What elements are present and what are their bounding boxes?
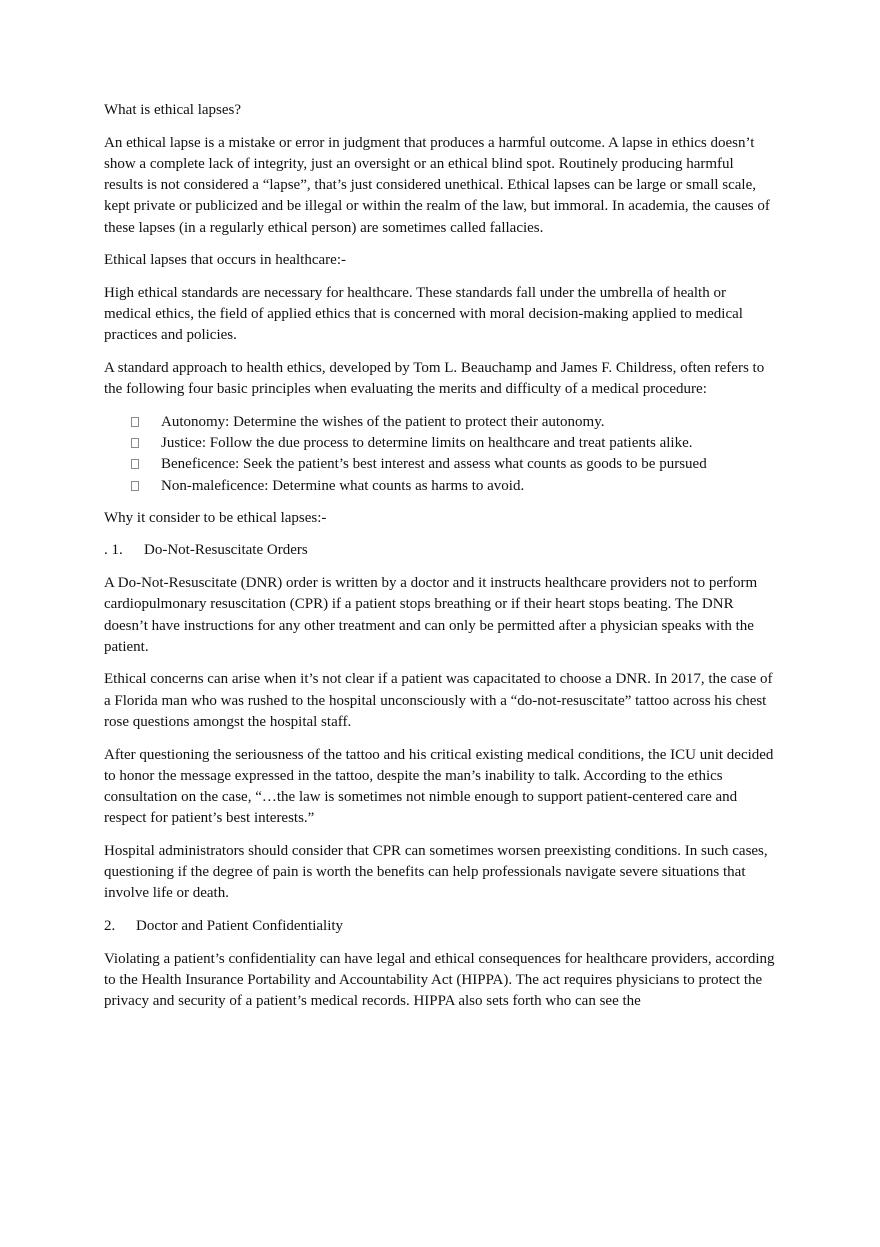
paragraph-dnr-concerns: Ethical concerns can arise when it’s not clear if a patient was capacitated to choose a DNR. In 2017, the case of a Florida man who was rushed to the hospital unconsciously with a “do-not-resuscitate” tattoo across his chest rose questions amongst the hospital staff. [104,671,773,730]
bullet-box-icon [131,438,139,448]
heading-ethical-lapses: What is ethical lapses? [104,102,242,118]
paragraph-icu-decision: After questioning the seriousness of the tattoo and his critical existing medical conditions, the ICU unit decided to honor the message expressed in the tattoo, despite the man’s inability to talk. According to the ethics consultation on the case, “…the law is sometimes not nimble enough to support patient-centered care and respect for patient’s best interests.” [104,746,774,827]
heading-healthcare-lapses: Ethical lapses that occurs in healthcare:- [104,252,346,269]
bullet-box-icon [131,481,139,491]
paragraph-definition: An ethical lapse is a mistake or error in judgment that produces a harmful outcome. A lapse in ethics doesn’t show a complete lack of integrity, just an oversight or an ethical blind spot. Routinely producing harmful results is not considered a “lapse”, that’s just considered unethical. Ethical lapses can be large or small scale, kept private or publicized and be illegal or within the realm of the law, but immoral. In academia, the causes of these lapses (in a regularly ethical person) are sometimes called fallacies. [104,134,770,236]
section-number: 2. [104,918,116,934]
list-item-text: Justice: Follow the due process to determine limits on healthcare and treat patients alike. [161,435,693,452]
section-title: Do-Not-Resuscitate Orders [144,542,308,559]
list-item-text: Non-maleficence: Determine what counts as harms to avoid. [161,477,525,494]
document-page [104,100,776,1024]
list-item [104,433,776,454]
list-item-text: Autonomy: Determine the wishes of the patient to protect their autonomy. [161,413,605,430]
bullet-box-icon [131,459,139,469]
paragraph-standards: High ethical standards are necessary for healthcare. These standards fall under the umbrella of health or medical ethics, the field of applied ethics that is concerned with moral decision-making applied to medical practices and policies. [104,284,743,344]
paragraph-confidentiality: Violating a patient’s confidentiality can have legal and ethical consequences for healthcare providers, according to the Health Insurance Portability and Accountability Act (HIPPA). The act requires physicians to protect the privacy and security of a patient’s medical records. HIPPA also sets forth who can see the [104,950,775,1010]
section-number: . 1. [104,542,123,559]
paragraph-dnr: A Do-Not-Resuscitate (DNR) order is written by a doctor and it instructs healthcare providers not to perform cardiopulmonary resuscitation (CPR) if a patient stops breathing or if their heart stops beating. The DNR doesn’t have instructions for any other treatment and can only be permitted after a physician speaks with the patient. [104,575,758,655]
section-heading-confidentiality [104,916,776,937]
heading-why-lapses: Why it consider to be ethical lapses:- [104,509,327,526]
list-item [104,412,776,433]
principles-list [104,412,776,497]
bullet-box-icon [131,417,139,427]
section-title: Doctor and Patient Confidentiality [136,918,344,934]
section-heading-dnr [104,540,776,561]
list-item-text: Beneficence: Seek the patient’s best interest and assess what counts as goods to be pursued [161,456,707,473]
list-item [104,454,776,475]
list-item [104,476,776,497]
paragraph-cpr: Hospital administrators should consider that CPR can sometimes worsen preexisting conditions. In such cases, questioning if the degree of pain is worth the benefits can help professionals navigate severe situations that involve life or death. [104,842,768,902]
paragraph-principles-intro: A standard approach to health ethics, developed by Tom L. Beauchamp and James F. Childress, often refers to the following four basic principles when evaluating the merits and difficulty of a medical procedure: [104,360,765,398]
